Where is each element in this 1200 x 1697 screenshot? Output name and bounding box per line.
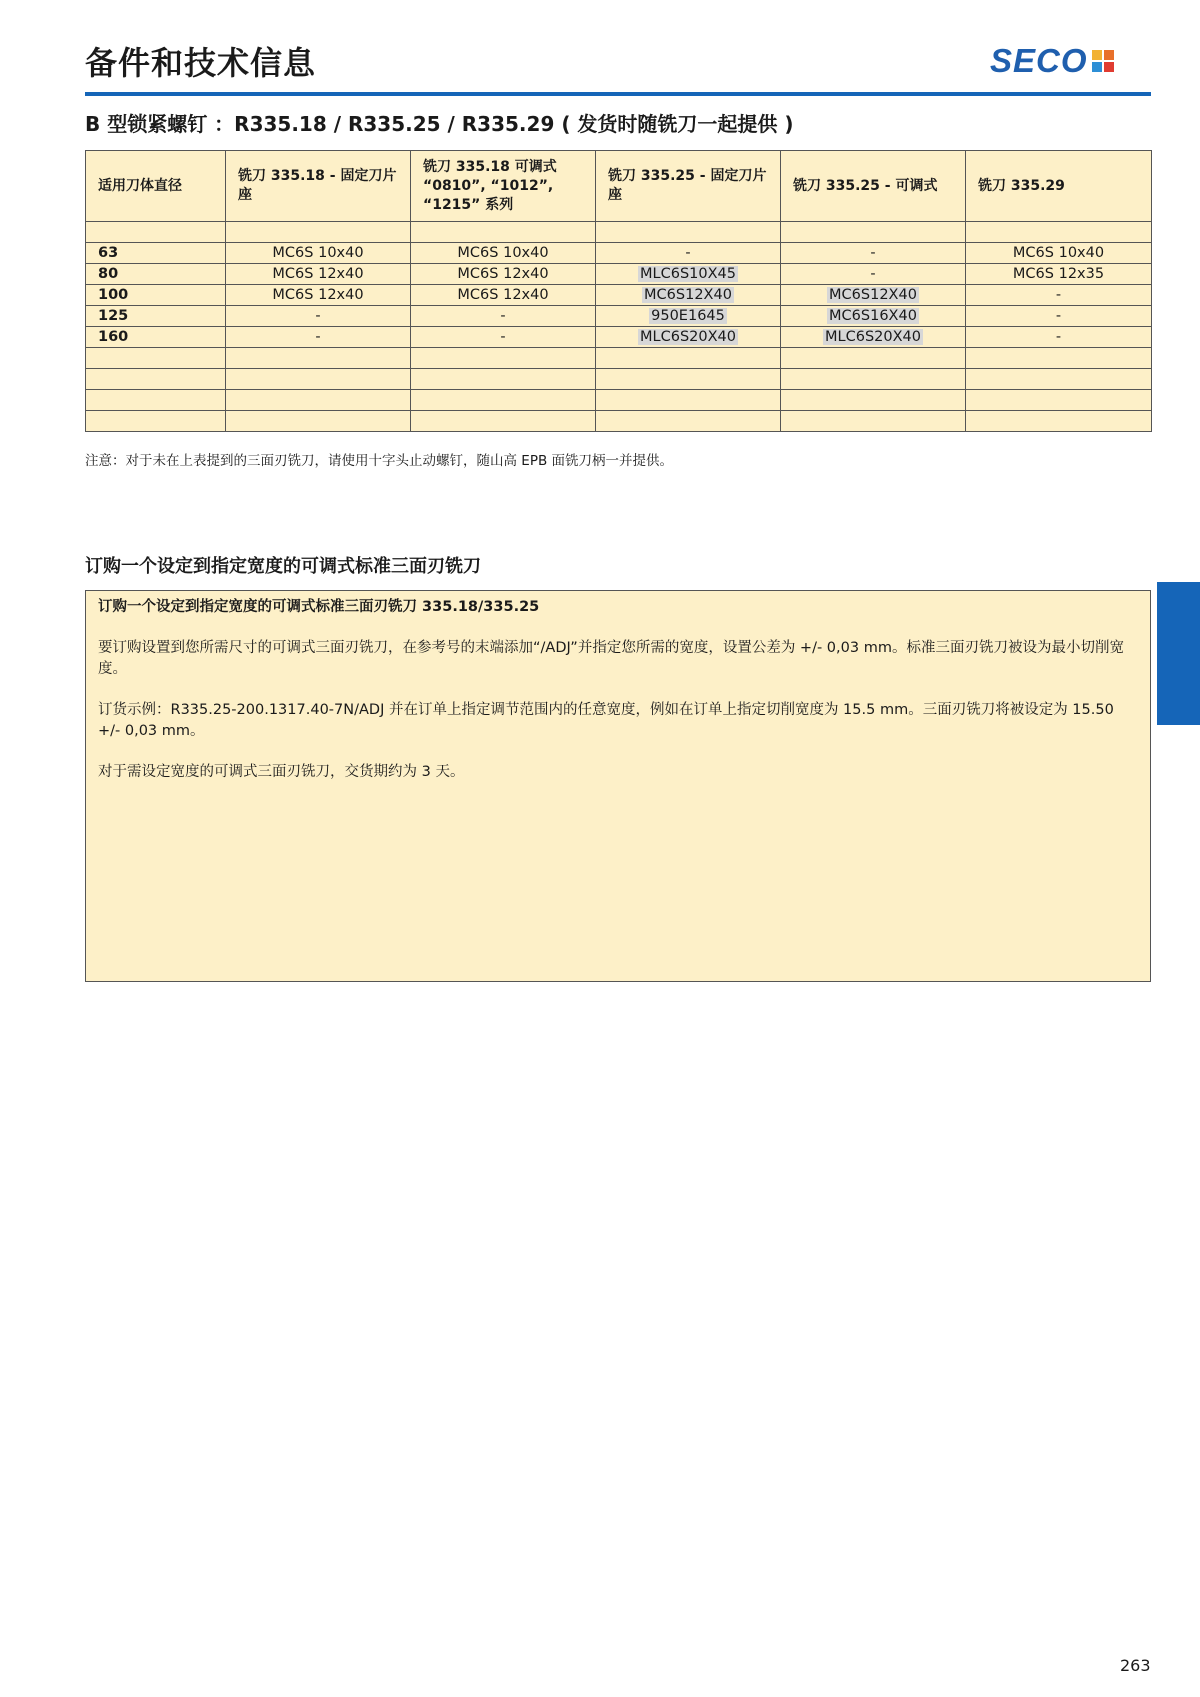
highlighted-part-number: MC6S12X40: [829, 287, 917, 303]
table-cell: [226, 390, 411, 411]
table-cell: [596, 222, 781, 243]
table-cell: 100: [86, 285, 226, 306]
page-number: 263: [1120, 1656, 1151, 1675]
table-note: 注意：对于未在上表提到的三面刃铣刀，请使用十字头止动螺钉，随山高 EPB 面铣刀柄一并提供。: [85, 453, 674, 469]
table-cell: MC6S 10x40: [226, 243, 411, 264]
table-cell: [86, 390, 226, 411]
table-cell: 63: [86, 243, 226, 264]
table-row: [86, 285, 1152, 306]
column-header: 适用刀体直径: [86, 151, 226, 222]
table-cell: [411, 369, 596, 390]
section-title-locking-screws: B 型锁紧螺钉 ：R335.18 / R335.25 / R335.29 ( 发货时随铣刀一起提供 ): [85, 112, 794, 136]
table-cell: [966, 411, 1152, 432]
table-cell: [86, 222, 226, 243]
table-cell: -: [411, 327, 596, 348]
seco-logo: [990, 44, 1114, 78]
table-cell: [86, 411, 226, 432]
table-cell: [86, 369, 226, 390]
table-cell: -: [226, 306, 411, 327]
table-cell: MC6S 10x40: [411, 243, 596, 264]
table-header-row: [86, 151, 1152, 222]
ordering-info-box: [85, 590, 1151, 982]
table-cell: -: [966, 306, 1152, 327]
table-row: [86, 390, 1152, 411]
table-cell: [781, 348, 966, 369]
table-cell: [781, 390, 966, 411]
info-paragraph: 要订购设置到您所需尺寸的可调式三面刃铣刀，在参考号的末端添加“/ADJ”并指定您所需的宽度，设置公差为 +/- 0,03 mm。标准三面刃铣刀被设为最小切削宽度。: [98, 640, 1124, 677]
logo-mark-icon: [1092, 50, 1114, 72]
table-cell: [596, 306, 781, 327]
highlighted-part-number: MLC6S20X40: [640, 329, 736, 345]
table-cell: [596, 369, 781, 390]
table-cell: MC6S 12x40: [226, 285, 411, 306]
highlighted-part-number: MC6S12X40: [644, 287, 732, 303]
table-cell: [781, 306, 966, 327]
header-divider: [85, 92, 1151, 96]
table-cell: -: [781, 243, 966, 264]
table-cell: [966, 369, 1152, 390]
column-header: 铣刀 335.18 可调式 “0810”, “1012”, “1215” 系列: [411, 151, 596, 222]
table-cell: [226, 222, 411, 243]
table-cell: [226, 411, 411, 432]
table-cell: MC6S 10x40: [966, 243, 1152, 264]
logo-text: SECO: [990, 42, 1088, 79]
column-header: 铣刀 335.25 - 可调式: [781, 151, 966, 222]
table-cell: -: [781, 264, 966, 285]
locking-screw-table: [85, 150, 1152, 432]
table-cell: [781, 327, 966, 348]
table-cell: -: [966, 285, 1152, 306]
table-cell: 160: [86, 327, 226, 348]
table-cell: [596, 411, 781, 432]
chapter-side-tab: [1157, 582, 1200, 725]
table-cell: [781, 411, 966, 432]
table-row: [86, 306, 1152, 327]
highlighted-part-number: MLC6S10X45: [640, 266, 736, 282]
table-row: [86, 243, 1152, 264]
table-cell: [966, 222, 1152, 243]
table-cell: [781, 222, 966, 243]
table-cell: [226, 348, 411, 369]
table-cell: [226, 369, 411, 390]
table-cell: [596, 348, 781, 369]
table-cell: [596, 327, 781, 348]
highlighted-part-number: 950E1645: [651, 308, 725, 324]
table-cell: 125: [86, 306, 226, 327]
table-cell: [966, 348, 1152, 369]
info-paragraph: 对于需设定宽度的可调式三面刃铣刀，交货期约为 3 天。: [98, 764, 465, 780]
table-cell: -: [411, 306, 596, 327]
table-cell: MC6S 12x40: [411, 264, 596, 285]
table-cell: -: [596, 243, 781, 264]
highlighted-part-number: MLC6S20X40: [825, 329, 921, 345]
info-box-heading: 订购一个设定到指定宽度的可调式标准三面刃铣刀 335.18/335.25: [98, 599, 540, 615]
column-header: 铣刀 335.29: [966, 151, 1152, 222]
page-title: 备件和技术信息: [85, 44, 317, 82]
table-row: [86, 369, 1152, 390]
table-cell: [411, 348, 596, 369]
table-cell: MC6S 12x40: [226, 264, 411, 285]
table-row: [86, 348, 1152, 369]
column-header: 铣刀 335.25 - 固定刀片座: [596, 151, 781, 222]
table-cell: 80: [86, 264, 226, 285]
info-paragraph: 订货示例：R335.25-200.1317.40-7N/ADJ 并在订单上指定调节范围内的任意宽度，例如在订单上指定切削宽度为 15.5 mm。三面刃铣刀将被设定为 15.50 +/- 0,03 mm。: [98, 702, 1114, 739]
table-cell: [781, 285, 966, 306]
table-cell: [411, 411, 596, 432]
table-cell: [86, 348, 226, 369]
table-cell: [411, 222, 596, 243]
table-row: [86, 264, 1152, 285]
table-cell: [781, 369, 966, 390]
table-cell: MC6S 12x40: [411, 285, 596, 306]
table-cell: -: [966, 327, 1152, 348]
table-cell: [411, 390, 596, 411]
table-cell: [596, 285, 781, 306]
table-cell: -: [226, 327, 411, 348]
highlighted-part-number: MC6S16X40: [829, 308, 917, 324]
section-title-adjustable-cutter: 订购一个设定到指定宽度的可调式标准三面刃铣刀: [85, 556, 481, 577]
table-row: [86, 327, 1152, 348]
table-cell: [596, 264, 781, 285]
table-cell: MC6S 12x35: [966, 264, 1152, 285]
table-cell: [966, 390, 1152, 411]
column-header: 铣刀 335.18 - 固定刀片座: [226, 151, 411, 222]
table-row: [86, 222, 1152, 243]
table-row: [86, 411, 1152, 432]
table-cell: [596, 390, 781, 411]
